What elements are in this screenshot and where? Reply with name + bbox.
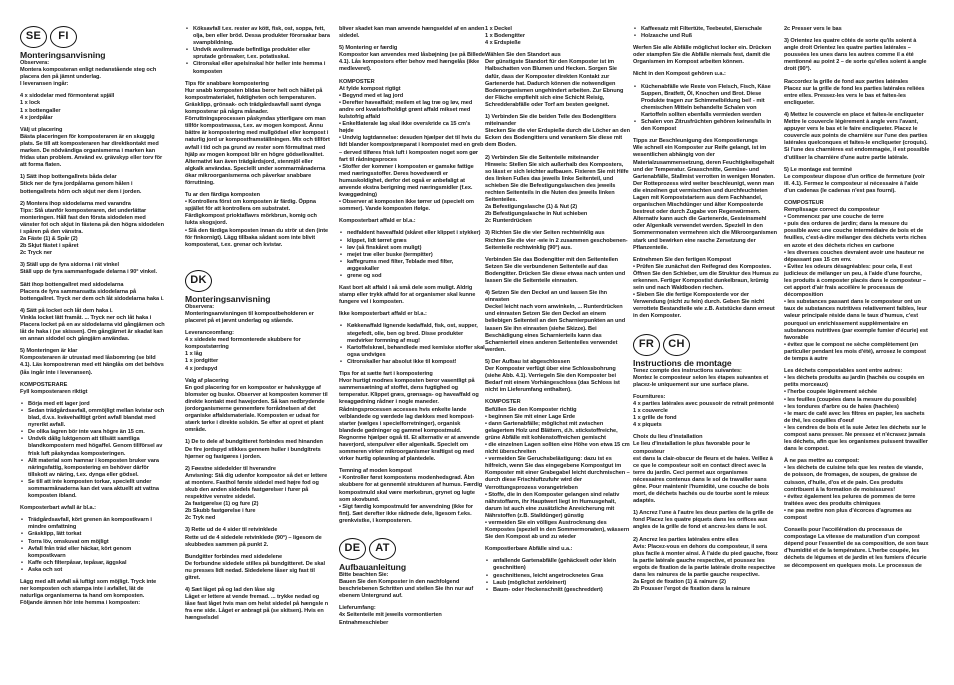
list-item: • De olika lagren bör inte vara högre än 15 cm. bbox=[28, 429, 166, 436]
paragraph: 1 x Deckel 1 x Bodengitter 4 x Erdspieße bbox=[485, 26, 525, 47]
paragraph: Fournitures: 4 x parties latérales avec poussoir de retrait prémonté 1 x couvercle 1 x grille de fond 4 x piquets bbox=[633, 393, 774, 429]
paragraph: Raccordez la grille de fond aux parties latérales Placez sur la grille de fond les parties latérales reliées entre elles. Pressez-les vers le bas et faites-les encliqueter. bbox=[784, 78, 925, 106]
list-item: • Citronskaller har absolut ikke til kompost! bbox=[347, 359, 485, 366]
paragraph: 1) Verbinden Sie die beiden Teile des Bodengitters miteinander Stecken Sie die vier Erdspieße durch die Löcher an den Ecken des Bodengitters und verankern Sie diese mit dem Boden. bbox=[485, 114, 630, 149]
list-item: • Torra löv, omskuvat om möjligt bbox=[28, 539, 166, 546]
list-item: • Holzasche und Ruß bbox=[641, 33, 779, 40]
paragraph: 2) Montera ihop sidodelarna med varandra Tips: Stå utanför komposteraren, det underlättar monteringen. Håll fast den första sidodelen med vänster fot och skjut in fästena på den högra sidodelen i spåren på den vänstra. 2a Fäste (1) & Spår (2) 2b Skjut fästet i spåret 2c Tryck ner bbox=[20, 200, 164, 257]
bullet-list bbox=[633, 26, 779, 40]
section-heading: Monteringsanvisning bbox=[185, 293, 271, 304]
paragraph: 5) Montering er færdig Kompostor kan anvendes med låsbøjning (se på Billede 4.1). Lås kompostors efter behov med hængelås (ikke medleveret). bbox=[339, 45, 485, 73]
paragraph: Tipps zur Beschleunigung des Kompostierungs Wie schnell ein Komposter zur Reife gelangt, ist im wesentlichen abhängig von der Materialzusammensetzung, deren Feuchtigkeitsgehalt und der Temperatur. Grasschnitte, Gemüse- und Gartenabfälle, Stallmist verrotten in wenigen Monaten. Der Rotteprozess wird weiter beschleunigt, wenn man die einzelnen gut vermischten und durchfeuchteten Lagen mit Kompoststartern aus dem Fachhandel, organischen Mischdünger und älter Komposterde bestreut oder durch Zugabe von Regenwürmern. Alternativ kann auch die Gartenerde, Gesteinsmehl oder Algenkalk verwendet werden. Speziell in den Sommermonaten vermehren sich die Mikroorganismen stark und bewirken eine rasche Zersetzung der Pflanzenteile. bbox=[633, 138, 778, 251]
bullet-list bbox=[20, 517, 166, 574]
list-item: • nedfaldent haveaffald (skåret eller klippet i stykker) bbox=[347, 230, 485, 237]
list-item: • Sedan trädgårdsavfall, ommöjligt mellan kvistar och blad, d.v.s. kvävehalltigt grönt avfall blandat med nyrerikt avfall. bbox=[28, 408, 166, 429]
text-column-2 bbox=[185, 26, 331, 678]
list-item: • Citronskal eller apelsinskal hör heller inte hemma i komposten bbox=[193, 61, 331, 75]
paragraph: KOMPOSTERARE Fyll komposteraren riktigt bbox=[20, 381, 88, 395]
list-item: • Schalen von Zitrusfrüchten gehören keinesfalls in den Kompost bbox=[641, 119, 779, 133]
list-item: • geschnittenes, leicht angetrocknetes Gras bbox=[493, 573, 631, 580]
section-heading: Instructions de montage bbox=[633, 357, 732, 368]
list-item: • Se till att inte komposten torkar, speciellt under sommarmånaderna kan det vara aktuellt att vattna komposten ibland. bbox=[28, 479, 166, 500]
list-item: • klippet, lidt tørret græs bbox=[347, 238, 485, 245]
paragraph: 3) Richten Sie die vier Seiten rechtwinklig aus Richten Sie die vier -wie in 2 zusammen geschobenen- Seitenteile rechtwinklig (90°) aus. bbox=[485, 230, 628, 251]
paragraph: COMPOSTEUR Remplissage correct du composteur • Commencez par une couche de terre • puis des ordures de jardin; dans la mesure du possible avec une couche intermédiaire de bois et de feuilles, c'est-à-dire mélanger des déchets verts riches en azote et des déchets riches en carbone • les diverses couches devraient avoir une hauteur ne dépassant pas 15 cm env. • Évitez les odeurs désagréables: pour cela, il est judicieux de mélanger un peu, à l'aide d'une fourche, les produits à composter placés dans le composteur – cet apport d'air frais accélère le processus de décomposition • les substances passant dans le composteur ont un taux de substances nutritives relativement faibles, leur valeur principale réside dans le taux d'humus, c'est pourquoi un enrichissement supplémentaire en substances nutritives (par exemple fumier d'écurie) est favorable • évitez que le compost ne sèche complètement (en particulier pendant les mois d'été), arrosez le compost de temps à autre bbox=[784, 199, 928, 363]
paragraph: 1) De to dele af bundgitteret forbindes med hinanden De fire jordspyd stikkes gennem huller i bundgitrets hjørner og fastgøres i jorden. bbox=[185, 439, 323, 460]
paragraph: Valg af placering En god placering for en kompostor er halvskygge af blomster og buske. Observer at komposten kommer til direkte kontakt med havejorden. Så kan nedbrydende jordorganismerne gennemføre forrådnelsen af det organiske affaldsmateriale. Komposten er udsat for stærk tørke i direkte solskin. Se efter at opret et plant område. bbox=[185, 377, 328, 434]
paragraph: Kompostierbare Abfälle sind u.a.: bbox=[485, 546, 573, 553]
list-item: • Gräsklipp, lätt torkat bbox=[28, 531, 166, 538]
bullet-list bbox=[339, 230, 485, 280]
paragraph: Lieferumfang: 4x Seitenteile mit jeweils vormontierten Entnahmeschieber bbox=[339, 605, 442, 626]
list-item: • grene og sod bbox=[347, 273, 485, 280]
text-column-6 bbox=[784, 26, 930, 678]
section-heading: Monteringsanvisning bbox=[20, 50, 106, 60]
list-item: • Kartoffelskræl, behandlede med kemiske stoffer skal ogsa undviges bbox=[347, 345, 485, 359]
paragraph: Sätt ihop bottengallret med sidodelarna Placera de fyra sammansatta sidodelarna på bottengallret. Tryck ner dem och låt sidodelarna haka i. bbox=[20, 281, 164, 302]
paragraph: 4) Mettez le couvercle en place et faites-le encliqueter Mettre le couvercle légèrement à angle vers l'avant, appuyer vers le bas et le faire encliqueter. Placez le couvercle aux points de charnière sur l'une des parties latérales quelconques et faites-le encliqueter (croquis). Si l'une des charnières est endommagée, il est possible d'utiliser la charnière d'une autre partie latérale. bbox=[784, 111, 930, 161]
paragraph: 2) Verbinden Sie die Seitenteile miteinander Hinweis: Stellen Sie sich außerhalb des Komposters, so lässt er sich leichter aufbauen. Fixieren Sie mit Hilfe des linken Fußes das jeweils linke Seitenteil, und schieben Sie die Befestigungslaschen des jeweils rechten Seitenteils in die Nuten des jeweils linken Seitenteiles. 2a Befestigungslasche (1) & Nut (2) 2b Befestigungslasche in Nut schieben 2c Runterdrücken bbox=[485, 154, 629, 225]
paragraph: Komposterbart affald er bl.a.: bbox=[339, 218, 416, 225]
list-item: • Allt material som hamnar i komposten bruker vara näringsfattig, kompostering en behöver därför tillskott av näring, t.ex. dynga eller gödsel. bbox=[28, 458, 166, 479]
list-item: • Börja med ett lager jord bbox=[28, 401, 166, 408]
paragraph: 2) Ancrez les parties latérales entre elles Avis: Placez-vous en dehors du composteur, il sera plus facile à monter ainsi. À l'aide du pied gauche, fixez la partie latérale gauche respective, et poussez les ergots de fixation de la partie latérale droite respective dans les rainures de la partie gauche respective. 2a Ergot de fixation (1) & rainure (2) 2b Pousser l'ergot de fixation dans la rainure bbox=[633, 536, 778, 593]
paragraph: Werfen Sie alle Abfälle möglichst locker ein. Drücken oder stampfen Sie die Abfälle niemals fest, damit die Organismen im Kompost arbeiten können. bbox=[633, 45, 772, 66]
paragraph: Tips for at sætte fart i kompostering Hvor hurtigt modnes komposten beror vasentligt på sammensætning af stoffet, dens fugtighed og temperatur. Klippet græs, grønsags- og haveaffald og kreaggødning rådner i nogle maneder. Rådningsprocessen accesses hvis enkelte lande velblandede og værdede lag dækkes med kompost-starter (vælges i specielforretninger), organisk blandede gødninger og gammel kompostmuld. Regnorme hjælper også til. Et alternativ er at anvende haverjord, stenpulver eller algenkalk. Specielt om sommeren virker mikroorganismer kraftigst og med virker hurtig opløsning af plantedele. bbox=[339, 371, 480, 463]
paragraph: Les déchets compostables sont entre autres: • les déchets produits au jardin (hachés ou coupés en petits morceaux) • l'herbe coupée légèrement séchée • les feuilles (coupées dans la mesure du possible) • les tondures d'arbre ou de haies (hachées) • le marc de café avec les filtres en papier, les sachets de thé, les coquilles d'oeuf • les cendres de bois et la suie Jetez les déchets sur le compost sans presser. Ne pressez et n'écrasez jamais les déchets, afin que les organismes puissent travailler dans le compost. bbox=[784, 368, 928, 453]
paragraph: 3) Orientez les quatre côtés de sorte qu'ils soient à angle droit Orientez les quatre parties latérales – poussées les unes dans les autres comme il a été mentionné au point 2 – de sorte qu'elles soient à angle droit (90°). bbox=[784, 38, 927, 73]
list-item: • anfallende Gartenabfälle (gehäckselt oder klein geschnitten) bbox=[493, 558, 631, 572]
language-badge: AT bbox=[369, 538, 396, 560]
paragraph: 2) Føestne sidedelder til hverandre Anvisning: Stå dig udenfor kompostor så det er lettere at montere. Fasthol første sidedel med højre fod og skub den anden sidedels fastgørelser i furer på respektive venstre sidedel. 2a fastgørelse (1) og fure (2) 2b Skubb fastgørelse i fure 2c Tryk ned bbox=[185, 465, 328, 522]
paragraph: 4 x sidodelar med förmonterat spjäll 1 x lock 1 x bottengaller 4 x jordpålar bbox=[20, 93, 115, 121]
language-badge: DE bbox=[339, 538, 366, 560]
list-item: • Küchenabfälle wie Reste von Fleisch, Fisch, Käse Suppen, Bratfett, Öl, Knochen und Brot. Diese Produkte tragen zur Schimmelbildung bei! - mit chemischen Mitteln behandelte Schalen von Kartoffeln sollten ebenfalls vermieden werden bbox=[641, 84, 779, 119]
list-item: • Aska och sot bbox=[28, 567, 166, 574]
paragraph: Entnehmen Sie den fertigen Kompost • Prüfen Sie zunächst den Reifegrad des Kompostes. Öffnen Sie den Schieber, um die Struktur des Humus zu erkennen. Fertiger Kompostist dunkelbraun, krümig sein und nach Waldboden riechen. • Sieben Sie die fertige Komposterde vor der Verwendung (nicht zu fein) durch. Geben Sie nicht verrottete Bestandteile wie z.B. Aststücke dann erneut in den Komposter. bbox=[633, 256, 779, 320]
list-item: • Trädgårdsavfall, kört grenen än kompostkvarn i mindre omfattning bbox=[28, 517, 166, 531]
bullet-list bbox=[339, 323, 485, 366]
text-column-4 bbox=[485, 26, 631, 678]
paragraph: Verbinden Sie das Bodengitter mit den Seitenteilen Setzen Sie die verbundenen Seitenteile auf das Bodengitter. Drücken Sie diese etwas nach unten und lassen Sie die Seitenteile einrasten. bbox=[485, 256, 626, 284]
list-item: • Köksavfall t.ex. rester av kött, fisk, ost, soppa, fett, olja, ben eller bröd. Dessa produkter förorsakar bara svampbildning. bbox=[193, 26, 331, 47]
spacer bbox=[185, 254, 331, 262]
list-item: • Kaffe och filterpåsar, tepåsar, äggskal bbox=[28, 560, 166, 567]
paragraph: 1) Sätt ihop bottengallrets båda delar Stick ner de fyra jordpålarna genom hålen i bottengallrets hörn och skjut ner dem i jorden. bbox=[20, 174, 142, 195]
list-item: • løv (så finskåret som muligt) bbox=[347, 245, 485, 252]
paragraph: 5) Monteringen är klar Komposteraren är utrustad med låsbomring (se bild 4.1). Läs kompostreran med ett hänglås om det behövs (lås ingår inte i leveransen). bbox=[20, 348, 164, 376]
language-badges bbox=[185, 270, 331, 292]
paragraph: 3) Ställ upp de fyra sidorna i rät vinkel Ställ upp de fyra sammanfogade delarna i 90° vinkel. bbox=[20, 262, 158, 276]
list-item: • Avfall från träd eller häckar, kört genom kompostkvarn bbox=[28, 546, 166, 560]
language-badge: CH bbox=[663, 334, 690, 356]
paragraph: 4) Sätt på locket och låt dem haka i. Vinkla locket lätt framåt. ... Tryck ner och låt haka i Placera locket på en av sidodelarna vid gångjärnen och låt de haka i (se skissen). Om gångjärnet är skadat kan en annan sidodel och gångjärn användas. bbox=[20, 307, 165, 343]
paragraph: Välj ut placering Bästa placeringen för komposteraren är en skuggig plats. Se till att komposteraren har direktkontakt med marken. De nödvändiga organismerna i marken kan fridas utan problem. Använd ev. grävskyp eller torv för att forma flaten. bbox=[20, 126, 163, 169]
paragraph: 2c Presser vers le bas bbox=[784, 26, 842, 32]
paragraph: Ikke komposterbart affald er bl.a.: bbox=[339, 311, 427, 318]
list-item: • Laub (möglichst zerkleinert) bbox=[493, 580, 631, 587]
paragraph: 4) Sæt låget på og lad den låse sig Låget er lettere at vende fremad. ... trykke nedad og låse fast låget hvis man om helst sidedel på hængsle n fra ene side. Låget er anbragt på (se skitsen). Hvis en hængselsdel bbox=[185, 587, 329, 622]
paragraph: Komposterbart avfall är bl.a.: bbox=[20, 505, 96, 512]
paragraph: Choix du lieu d'installation Le lieu d'installation le plus favorable pour le composteur est dans la clair-obscur de fleurs et de haies. Veillez à ce que le composteur soit en contact direct avec la terre du jardin. Ceci permet aux organismes nécessaires contenus dans le sol de travailler sans gêne. Pour maintenir l'humidité, une couche de bois mort, de déchets hachés ou de tourbe sont le mieux adaptés. bbox=[633, 434, 773, 505]
paragraph: Bitte beachten Sie: Bauen Sie den Komposter in den nachfolgend beschriebenen Schritten und stellen Sie ihn nur auf ebenem Untergrund auf. bbox=[339, 572, 474, 600]
text-column-1 bbox=[20, 26, 166, 678]
paragraph: Tu ar den färdiga komposten • Kontrollera först om komposten är färdig. Öppna spjället för att kontrollera om substratet. Färdigkompost prioktaflavrs mörkbrun, komig och lukta skogsjord. • Slå den färdiga komposten innan du strör ut den (inte för finkornigt). Lägg tillbaka sådant som inte blivit komposterat, t.ex. grenar och kvistar. bbox=[185, 192, 329, 248]
paragraph: 1) Ancrez l'une à l'autre les deux parties de la grille de fond Placez les quatre piquets dans les orifices aux angles de la grille de fond et ancrez-les dans le sol. bbox=[633, 510, 774, 531]
language-badges bbox=[20, 26, 166, 48]
section-heading: Aufbauanleitung bbox=[339, 562, 407, 572]
language-badge: FI bbox=[50, 26, 77, 48]
paragraph: Wählen Sie den Standort aus Der günstigste Standort für den Komposter ist im Halbschatten von Blumen und Hecken. Sorgen Sie dafür, dass der Komposter direkten Kontakt zur Gartenerde hat. Dadurch können die notwendigen Bodenorganismen ungehindert arbeiten. Zur Ebnung der Fläche empfiehlt sich eine Schicht Reisig, Schredderabfälle oder Torf am besten geeignet. bbox=[485, 52, 624, 108]
paragraph: Leveranceomfang: 4 x sidedele med formonterede skubbere for kompoststørring 1 x låg 1 x jordgitter 4 x jordspyd bbox=[185, 330, 301, 372]
language-badges bbox=[633, 334, 779, 356]
paragraph: 4) Setzen Sie den Deckel an und lassen Sie ihn einrasten Deckel leicht nach vorn anwinkeln, ... Runterdrücken und einrasten Setzen Sie den Deckel an einem beliebigen Seitenteil an den Scharnierpunkten an und lassen Sie ihn einrasten (siehe Skizze). Bei Beschädigung eines Scharnierteils kann das Scharnierteil eines anderen Seitenteiles verwendet werden. bbox=[485, 290, 626, 353]
paragraph: 5) Le montage est terminé Le composteur dispose d'un orifice de fermeture (voir ill. 4.1). Fermez le composteur si nécessaire à l'aide d'un cadenas (le cadenas n'est pas fourni). bbox=[784, 166, 925, 194]
spacer bbox=[339, 530, 485, 538]
list-item: • Undvik dålig luktgenom att tillsätt samtliga blandkompostern med högaffel. Genom tillförsel av frisk luft påskyndas komposteringen. bbox=[28, 436, 166, 457]
paragraph: Tips för snabbare kompostering Hur snabb komposten blidas beror helt och hållet på kompostmaterialet, fuktigheten och temperaturen. Gräsklipp, grönsak- och trädgårdsavfall samt dynga komposterar på några månader. Förruttningsprocessen påskyndas ytterligare om man tillför kompostmassa, t.ex. av mogen kompost. Ännu bättre är kompostering med mullgödsel eller kompost i naturlig jord ur kompostframställningen. Mix och tillfört avfall i tid och pa grund av rester som förmultnat med hjälp av mogen kompost blir en högre gödselkvalitet. Alternativt kan även trädgårdsjord, stenmjöl eller algkalk användas. Speciellt under sommarmånaderna ökar mikroorganismerna och påverkar snabbare förruttning. bbox=[185, 80, 330, 186]
list-item: • mejet træ eller buske (termpitter) bbox=[347, 252, 485, 259]
list-item: • Kaffeesatz mit Filtertüte, Teebeutel, Eierschale bbox=[641, 26, 779, 33]
bullet-list bbox=[485, 558, 631, 593]
list-item: • Køkkenaffald lignende kødaffald, fisk, ost, supper, stegefedt, olie, ben og bred. Disse produkter medvirker formning af mug! bbox=[347, 323, 485, 344]
bullet-list bbox=[185, 26, 331, 76]
language-badge: SE bbox=[20, 26, 47, 48]
paragraph: Observera: Montera komposteran enligt nedanstående steg och placera den på jämnt underlag. I leveransen ingår: bbox=[20, 60, 157, 88]
paragraph: Tenez compte des instructions suivantes: Montez le composteur selon les étapes suivantes et placez-le uniquement sur une surface plane. bbox=[633, 367, 769, 388]
spacer bbox=[633, 326, 779, 334]
paragraph: KOMPOSTER Befüllen Sie den Komposter richtig • beginnen Sie mit einer Lage Erde • dann Gartenabfälle; möglichst mit zwischen gelagertem Holz und Blättern, d.h. stickstoffreiche, grüne Abfälle mit kohlenstoffreichen gemischt • die einzelnen Lagen sollten eine Höhe von etwa 15 cm nicht überschreiten • vermeiden Sie Geruchsbelästigung: dazu ist es hilfreich, wenn Sie das eingegebene Kompostgut im Komposter mit einer Grabegabel leicht durchmischen – durch diese Frischluftzufuhr wird der Verrottungsprozess vorangetrieben • Stoffe, die in den Komposter gelangen sind relativ nährstoffarm, ihr Hauptwert liegt im Humusgehalt, darum ist auch eine zusätzliche Anreicherung mit Nährstoffen (z.B. Stalldünger) günstig • vermeiden Sie ein völliges Austrocknung des Kompostes (speziell in den Sommermonaten), wässern Sie den Kompost ab und zu wieder bbox=[485, 399, 630, 541]
paragraph: À ne pas mettre au compost: • les déchets de cuisine tels que les restes de viande, de poisson, de fromages, de soupes, de graisse de cuisson, d'huile, d'os et de pain. Ces produits contribuent à la formation de moisissures! • évitez également les pelures de pommes de terre traitées avec des produits chimiques • ne pas mettre non plus d'écorces d'agrumes au compost bbox=[784, 458, 924, 521]
text-column-5 bbox=[633, 26, 779, 678]
list-item: • Baum- oder Heckenschnitt (geschreddert) bbox=[493, 587, 631, 594]
paragraph: Bundgitter forbindes med sidedelene De forbundne sidedele stilles på bundgitteret. De skal nu presses lidt nedad. Sidedelene låser sig fast til gitret. bbox=[185, 553, 325, 581]
text-column-3 bbox=[339, 26, 485, 678]
list-item: • Undvik avslimmade befintliga produkter eller sprutade grönsaker, t.ex. potatisskal. bbox=[193, 47, 331, 61]
language-badges bbox=[339, 538, 485, 560]
paragraph: Lägg med allt avfall så luftigt som möjligt. Tryck inte ner komposten och stampa inte i avfallet, lät de naturliga organismerna ta hand om komposten. Följande ämnen hör inte hemma i komposten: bbox=[20, 579, 157, 607]
paragraph: Conseils pour l'accélération du processus de compostage La vitesse de maturation d'un compost dépend pour l'essentiel de sa composition, de son taux d'humidité et de la température. L'herbe coupée, les déchets de légumes et de jardin et les fumiers d'écurie se décomposent en quelques mois. Le processus de bbox=[784, 527, 929, 569]
paragraph: Observera: Monteringsanvisningen til kompostbeholderen er placeret på et jævnt underlag og stående. bbox=[185, 303, 314, 324]
paragraph: bliver skadet kan man anvende hængseldel af en anden sidedel. bbox=[339, 26, 485, 40]
language-badge: DK bbox=[185, 270, 212, 292]
paragraph: 3) Rette ud de 4 sider til retvinklede Rette ud de 4 sidedele retvinklede (90°) – ligesom de skubbedes sammen på punkt 2. bbox=[185, 527, 322, 548]
list-item: • kaffegrums med filter, Teblade med filter, æggeskaller bbox=[347, 259, 485, 273]
paragraph: Kast bort alt affald i så små dele som muligt. Aldrig stamp eller trykk affald for at organismer skal kunne fungere vel i komposten. bbox=[339, 285, 476, 306]
spacer bbox=[185, 262, 331, 270]
paragraph: 5) Der Aufbau ist abgeschlossen Der Komposter verfügt über eine Schlossbohrung (siehe Abb. 4.1). Verriegeln Sie den Komposter bei Bedarf mit einem Vorhängeschloss (das Schloss ist nicht im Lieferumfang enthalten). bbox=[485, 358, 620, 394]
paragraph: KOMPOSTER At fylde kompost rigtigt • Begynd med et lag jord • Derefter haveaffald; meilem et lag træ og løv, med andre ord kvælstofholdigt grønt affald mikset med kulstofrig affald • Enkeltlaterale lag skal ikke overskride ca 15 cm's højde • Undvig lugtdannelse: desuden hjælper det til hvis du lidt blander kompostpræparat i kompostet med en greb – derved tilføres frisk luft i komposten noget som gør fart til rådningsproces • Stoffer der kommer i komposten er gamske fattige med næringsstoffer. Deres hovedværdi er humuskoldighet, derfor det også er anbefaligt at anvende ekstra berigning med næringsmidler (f.ex. kvæggødning) • Observer at komposten ikke tørrer ud (specielt om sommer). Vande komposten ifølge. bbox=[339, 78, 484, 213]
paragraph: Temning af moden kompost • Kontroller først kompostens modenhedsgrad. Åbn skubbere for at gennemlé strukturen af humus. Færdig kompostmuld skal være mørkebrun, grynet og lugte som skovbund. • Sigt færdig kompostmuld før anvendning (ikke for fint). Sæt derefter ikke rådnede dele, ligesom f.eks. grenkvistke, i komposteren. bbox=[339, 468, 483, 524]
paragraph: Nicht in den Kompost gehören u.a.: bbox=[633, 71, 726, 78]
bullet-list bbox=[633, 84, 779, 134]
bullet-list bbox=[20, 401, 166, 500]
language-badge: FR bbox=[633, 334, 660, 356]
